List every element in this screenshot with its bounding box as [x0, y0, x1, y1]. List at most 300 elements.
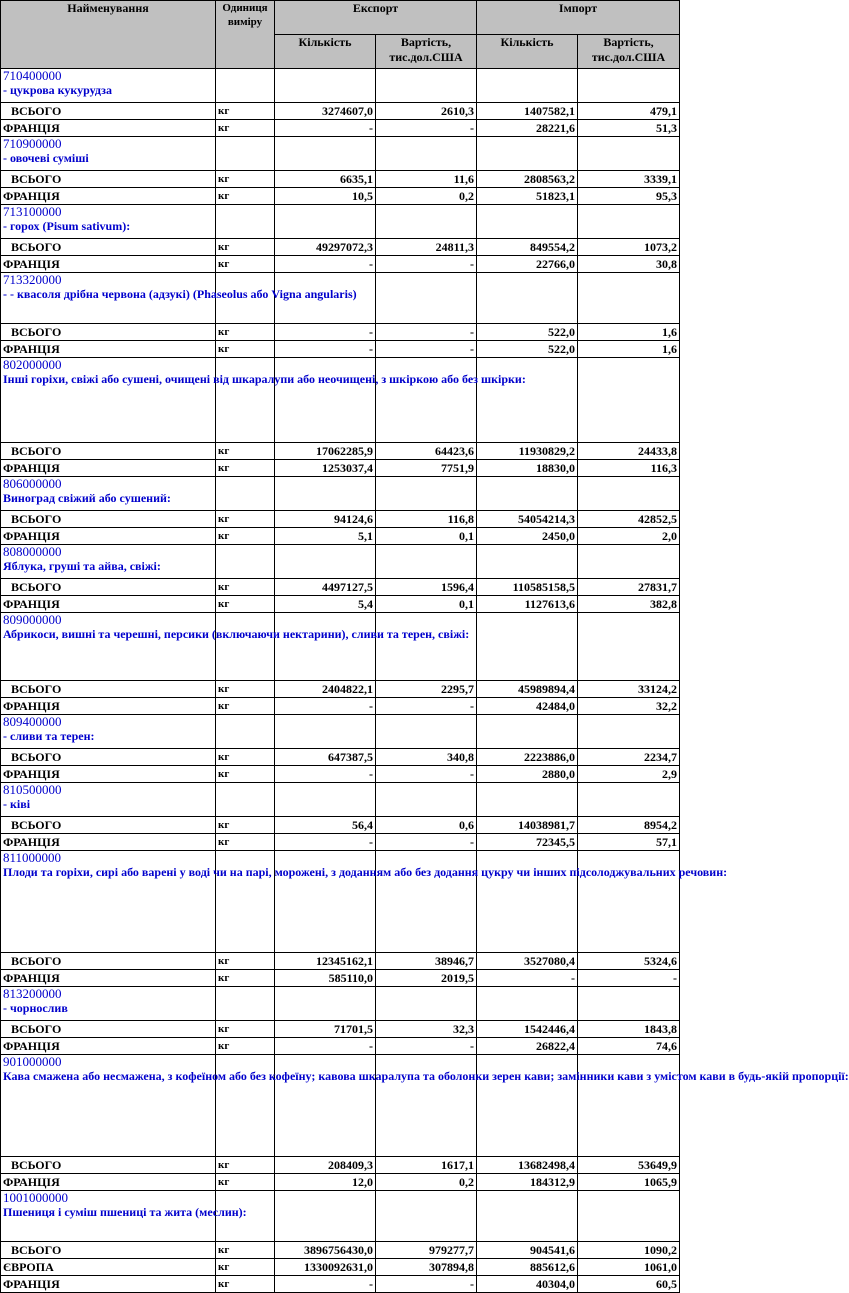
- total-label: ВСЬОГО: [1, 103, 216, 120]
- country-label: ФРАНЦІЯ: [1, 1038, 216, 1055]
- country-label: ФРАНЦІЯ: [1, 766, 216, 783]
- table-row: [1, 1038, 680, 1055]
- product-code: 810500000: [3, 782, 62, 797]
- import-value-cell: 1073,2: [578, 239, 680, 256]
- empty-cell: [578, 1191, 680, 1242]
- group-title-cell: [1, 1054, 849, 1157]
- table-row: [1, 324, 680, 341]
- import-value-cell: 1,6: [578, 341, 680, 358]
- export-qty-cell: -: [275, 1276, 376, 1293]
- product-code: 813200000: [3, 986, 62, 1001]
- table-row: [1, 103, 680, 120]
- product-name: Інші горіхи, свіжі або сушені, очищені від шкаралупи або неочищені, з шкіркою або без шкірки:: [3, 372, 526, 386]
- unit-cell: кг: [216, 698, 275, 715]
- group-title-cell: [1, 137, 216, 171]
- import-value-cell: 24433,8: [578, 443, 680, 460]
- export-qty-cell: 208409,3: [275, 1157, 376, 1174]
- unit-cell: кг: [216, 817, 275, 834]
- empty-cell: [578, 273, 680, 324]
- table-row: [1, 766, 680, 783]
- import-qty-cell: 522,0: [477, 324, 578, 341]
- country-label: ФРАНЦІЯ: [1, 528, 216, 545]
- country-label: ЄВРОПА: [1, 1259, 216, 1276]
- unit-cell: кг: [216, 1157, 275, 1174]
- import-value-cell: 1843,8: [578, 1021, 680, 1038]
- import-qty-cell: 2450,0: [477, 528, 578, 545]
- import-qty-cell: 28221,6: [477, 120, 578, 137]
- table-row: [1, 511, 680, 528]
- group-title-cell: [1, 715, 216, 749]
- unit-cell: кг: [216, 1259, 275, 1276]
- export-value-cell: 2610,3: [376, 103, 477, 120]
- export-qty-cell: 12345162,1: [275, 953, 376, 970]
- import-value-cell: 1061,0: [578, 1259, 680, 1276]
- product-code: 808000000: [3, 544, 62, 559]
- empty-cell: [376, 477, 477, 511]
- export-qty-cell: 3274607,0: [275, 103, 376, 120]
- unit-cell: кг: [216, 120, 275, 137]
- unit-cell: кг: [216, 1276, 275, 1293]
- country-label: ФРАНЦІЯ: [1, 188, 216, 205]
- empty-cell: [275, 545, 376, 579]
- export-qty-cell: 5,1: [275, 528, 376, 545]
- export-value-cell: -: [376, 766, 477, 783]
- export-value-cell: 0,2: [376, 188, 477, 205]
- product-code: 713320000: [3, 272, 62, 287]
- country-label: ФРАНЦІЯ: [1, 120, 216, 137]
- export-qty-cell: 5,4: [275, 596, 376, 613]
- import-value-cell: 27831,7: [578, 579, 680, 596]
- group-title-cell: [1, 783, 216, 817]
- export-value-cell: -: [376, 698, 477, 715]
- export-value-cell: 24811,3: [376, 239, 477, 256]
- export-value-cell: 0,1: [376, 596, 477, 613]
- export-qty-cell: 12,0: [275, 1174, 376, 1191]
- group-title-row: [1, 987, 680, 1021]
- empty-cell: [275, 358, 376, 443]
- product-code: 809400000: [3, 714, 62, 729]
- product-name: - овочеві суміші: [3, 151, 89, 165]
- import-value-cell: 3339,1: [578, 171, 680, 188]
- country-label: ФРАНЦІЯ: [1, 834, 216, 851]
- header-export-value: Вартість, тис.дол.США: [376, 35, 477, 69]
- group-title-row: [1, 1191, 680, 1242]
- table-row: [1, 1259, 680, 1276]
- export-value-cell: 38946,7: [376, 953, 477, 970]
- unit-cell: кг: [216, 1038, 275, 1055]
- total-label: ВСЬОГО: [1, 171, 216, 188]
- export-qty-cell: 94124,6: [275, 511, 376, 528]
- country-label: ФРАНЦІЯ: [1, 1174, 216, 1191]
- import-qty-cell: 184312,9: [477, 1174, 578, 1191]
- import-value-cell: 8954,2: [578, 817, 680, 834]
- import-value-cell: 30,8: [578, 256, 680, 273]
- empty-cell: [216, 205, 275, 239]
- empty-cell: [376, 783, 477, 817]
- import-qty-cell: 18830,0: [477, 460, 578, 477]
- import-qty-cell: 1407582,1: [477, 103, 578, 120]
- product-code: 811000000: [3, 850, 62, 865]
- export-qty-cell: 10,5: [275, 188, 376, 205]
- empty-cell: [477, 545, 578, 579]
- import-qty-cell: -: [477, 970, 578, 987]
- product-code: 806000000: [3, 476, 62, 491]
- import-value-cell: 2,9: [578, 766, 680, 783]
- empty-cell: [578, 205, 680, 239]
- unit-cell: кг: [216, 596, 275, 613]
- import-qty-cell: 54054214,3: [477, 511, 578, 528]
- empty-cell: [216, 137, 275, 171]
- total-label: ВСЬОГО: [1, 817, 216, 834]
- empty-cell: [376, 273, 477, 324]
- group-title-row: [1, 358, 680, 443]
- group-title-cell: [1, 272, 357, 324]
- product-name: Виноград свіжий або сушений:: [3, 491, 171, 505]
- table-row: [1, 171, 680, 188]
- export-qty-cell: -: [275, 834, 376, 851]
- total-label: ВСЬОГО: [1, 681, 216, 698]
- empty-cell: [275, 69, 376, 103]
- empty-cell: [376, 545, 477, 579]
- import-value-cell: 51,3: [578, 120, 680, 137]
- import-qty-cell: 3527080,4: [477, 953, 578, 970]
- table-row: [1, 1021, 680, 1038]
- import-value-cell: 33124,2: [578, 681, 680, 698]
- export-qty-cell: 71701,5: [275, 1021, 376, 1038]
- unit-cell: кг: [216, 256, 275, 273]
- table-row: [1, 1174, 680, 1191]
- group-title-row: [1, 1055, 680, 1157]
- import-value-cell: 32,2: [578, 698, 680, 715]
- country-label: ФРАНЦІЯ: [1, 1276, 216, 1293]
- header-export-qty: Кількість: [275, 35, 376, 69]
- export-qty-cell: -: [275, 698, 376, 715]
- export-value-cell: 0,1: [376, 528, 477, 545]
- export-value-cell: 116,8: [376, 511, 477, 528]
- table-row: [1, 341, 680, 358]
- empty-cell: [578, 715, 680, 749]
- group-title-row: [1, 783, 680, 817]
- group-title-row: [1, 137, 680, 171]
- empty-cell: [477, 358, 578, 443]
- empty-cell: [216, 783, 275, 817]
- unit-cell: кг: [216, 579, 275, 596]
- import-qty-cell: 2880,0: [477, 766, 578, 783]
- empty-cell: [275, 137, 376, 171]
- import-value-cell: 5324,6: [578, 953, 680, 970]
- unit-cell: кг: [216, 171, 275, 188]
- group-title-row: [1, 477, 680, 511]
- unit-cell: кг: [216, 1174, 275, 1191]
- table-row: [1, 120, 680, 137]
- empty-cell: [477, 69, 578, 103]
- total-label: ВСЬОГО: [1, 511, 216, 528]
- group-title-cell: [1, 357, 526, 443]
- export-value-cell: -: [376, 324, 477, 341]
- product-name: Плоди та горіхи, сирі або варені у воді чи на парі, морожені, з доданням або без додання цукру чи інших підсолоджувальних речовин:: [3, 865, 728, 879]
- empty-cell: [376, 1191, 477, 1242]
- product-code: 710400000: [3, 68, 62, 83]
- import-value-cell: 42852,5: [578, 511, 680, 528]
- empty-cell: [376, 137, 477, 171]
- group-title-row: [1, 545, 680, 579]
- export-value-cell: 32,3: [376, 1021, 477, 1038]
- export-qty-cell: -: [275, 766, 376, 783]
- country-label: ФРАНЦІЯ: [1, 970, 216, 987]
- empty-cell: [216, 987, 275, 1021]
- product-name: - сливи та терен:: [3, 729, 95, 743]
- table-row: [1, 970, 680, 987]
- product-code: 1001000000: [3, 1190, 68, 1205]
- product-name: Кава смажена або несмажена, з кофеїном або без кофеїну; кавова шкаралупа та оболонки зерен кави; замінники кави з умістом кави в будь-якій пропорції:: [3, 1069, 849, 1083]
- empty-cell: [216, 613, 275, 681]
- export-qty-cell: 49297072,3: [275, 239, 376, 256]
- import-qty-cell: 885612,6: [477, 1259, 578, 1276]
- unit-cell: кг: [216, 681, 275, 698]
- empty-cell: [216, 715, 275, 749]
- unit-cell: кг: [216, 460, 275, 477]
- product-code: 802000000: [3, 357, 62, 372]
- export-qty-cell: 647387,5: [275, 749, 376, 766]
- empty-cell: [477, 273, 578, 324]
- empty-cell: [477, 137, 578, 171]
- import-qty-cell: 11930829,2: [477, 443, 578, 460]
- import-value-cell: 1,6: [578, 324, 680, 341]
- empty-cell: [578, 545, 680, 579]
- unit-cell: кг: [216, 239, 275, 256]
- import-qty-cell: 40304,0: [477, 1276, 578, 1293]
- header-name: Найменування: [1, 1, 216, 69]
- unit-cell: кг: [216, 749, 275, 766]
- header-import: Імпорт: [477, 1, 680, 35]
- import-value-cell: 53649,9: [578, 1157, 680, 1174]
- total-label: ВСЬОГО: [1, 1157, 216, 1174]
- import-value-cell: 74,6: [578, 1038, 680, 1055]
- header-export: Експорт: [275, 1, 477, 35]
- empty-cell: [578, 613, 680, 681]
- table-row: [1, 834, 680, 851]
- export-qty-cell: -: [275, 1038, 376, 1055]
- unit-cell: кг: [216, 443, 275, 460]
- import-value-cell: 479,1: [578, 103, 680, 120]
- import-qty-cell: 110585158,5: [477, 579, 578, 596]
- import-value-cell: 60,5: [578, 1276, 680, 1293]
- group-title-cell: [1, 205, 216, 239]
- unit-cell: кг: [216, 1021, 275, 1038]
- empty-cell: [477, 783, 578, 817]
- unit-cell: кг: [216, 766, 275, 783]
- total-label: ВСЬОГО: [1, 1242, 216, 1259]
- import-qty-cell: 1127613,6: [477, 596, 578, 613]
- table-row: [1, 460, 680, 477]
- export-value-cell: 0,6: [376, 817, 477, 834]
- unit-cell: кг: [216, 1242, 275, 1259]
- export-value-cell: 2295,7: [376, 681, 477, 698]
- header-import-value: Вартість, тис.дол.США: [578, 35, 680, 69]
- import-qty-cell: 2808563,2: [477, 171, 578, 188]
- group-title-cell: [1, 477, 216, 511]
- import-qty-cell: 13682498,4: [477, 1157, 578, 1174]
- group-title-row: [1, 851, 680, 953]
- export-qty-cell: 1253037,4: [275, 460, 376, 477]
- table-row: [1, 188, 680, 205]
- import-qty-cell: 849554,2: [477, 239, 578, 256]
- total-label: ВСЬОГО: [1, 443, 216, 460]
- empty-cell: [216, 69, 275, 103]
- product-name: - горох (Pisum sativum):: [3, 219, 131, 233]
- import-value-cell: 2234,7: [578, 749, 680, 766]
- unit-cell: кг: [216, 324, 275, 341]
- group-title-row: [1, 273, 680, 324]
- empty-cell: [275, 987, 376, 1021]
- export-qty-cell: 6635,1: [275, 171, 376, 188]
- export-value-cell: -: [376, 834, 477, 851]
- country-label: ФРАНЦІЯ: [1, 460, 216, 477]
- group-title-cell: [1, 987, 216, 1021]
- table-row: [1, 698, 680, 715]
- country-label: ФРАНЦІЯ: [1, 256, 216, 273]
- export-value-cell: 2019,5: [376, 970, 477, 987]
- table-row: [1, 749, 680, 766]
- unit-cell: кг: [216, 103, 275, 120]
- country-label: ФРАНЦІЯ: [1, 341, 216, 358]
- unit-cell: кг: [216, 511, 275, 528]
- total-label: ВСЬОГО: [1, 239, 216, 256]
- table-row: [1, 681, 680, 698]
- empty-cell: [376, 613, 477, 681]
- export-value-cell: -: [376, 341, 477, 358]
- country-label: ФРАНЦІЯ: [1, 596, 216, 613]
- import-qty-cell: 45989894,4: [477, 681, 578, 698]
- product-name: - чорнослив: [3, 1001, 68, 1015]
- import-qty-cell: 51823,1: [477, 188, 578, 205]
- product-name: - ківі: [3, 797, 31, 811]
- empty-cell: [477, 987, 578, 1021]
- export-value-cell: 1596,4: [376, 579, 477, 596]
- export-qty-cell: 2404822,1: [275, 681, 376, 698]
- product-name: - цукрова кукурудза: [3, 83, 112, 97]
- import-qty-cell: 1542446,4: [477, 1021, 578, 1038]
- export-qty-cell: -: [275, 341, 376, 358]
- empty-cell: [376, 715, 477, 749]
- export-value-cell: -: [376, 1276, 477, 1293]
- import-value-cell: 116,3: [578, 460, 680, 477]
- import-value-cell: 382,8: [578, 596, 680, 613]
- empty-cell: [578, 987, 680, 1021]
- empty-cell: [275, 715, 376, 749]
- import-qty-cell: 42484,0: [477, 698, 578, 715]
- group-title-row: [1, 613, 680, 681]
- import-qty-cell: 72345,5: [477, 834, 578, 851]
- table-body: [1, 68, 849, 1293]
- import-value-cell: 95,3: [578, 188, 680, 205]
- total-label: ВСЬОГО: [1, 1021, 216, 1038]
- export-qty-cell: 56,4: [275, 817, 376, 834]
- import-qty-cell: 22766,0: [477, 256, 578, 273]
- product-code: 713100000: [3, 204, 62, 219]
- unit-cell: кг: [216, 953, 275, 970]
- import-value-cell: 1090,2: [578, 1242, 680, 1259]
- empty-cell: [578, 137, 680, 171]
- table-row: [1, 1242, 680, 1259]
- empty-cell: [477, 613, 578, 681]
- empty-cell: [216, 477, 275, 511]
- import-value-cell: 57,1: [578, 834, 680, 851]
- export-qty-cell: 17062285,9: [275, 443, 376, 460]
- empty-cell: [376, 69, 477, 103]
- empty-cell: [275, 477, 376, 511]
- unit-cell: кг: [216, 970, 275, 987]
- empty-cell: [376, 987, 477, 1021]
- export-qty-cell: 585110,0: [275, 970, 376, 987]
- product-code: 901000000: [3, 1054, 62, 1069]
- empty-cell: [477, 477, 578, 511]
- product-code: 809000000: [3, 612, 62, 627]
- empty-cell: [477, 1191, 578, 1242]
- import-qty-cell: 14038981,7: [477, 817, 578, 834]
- product-name: Абрикоси, вишні та черешні, персики (включаючи нектарини), сливи та терен, свіжі:: [3, 627, 470, 641]
- group-title-cell: [1, 545, 216, 579]
- group-title-row: [1, 205, 680, 239]
- empty-cell: [275, 783, 376, 817]
- table-row: [1, 1276, 680, 1293]
- group-title-cell: [1, 69, 216, 103]
- export-value-cell: -: [376, 1038, 477, 1055]
- export-value-cell: 11,6: [376, 171, 477, 188]
- export-qty-cell: -: [275, 324, 376, 341]
- group-title-cell: [1, 612, 470, 681]
- unit-cell: кг: [216, 341, 275, 358]
- country-label: ФРАНЦІЯ: [1, 698, 216, 715]
- header-unit: Одиниця виміру: [216, 1, 275, 69]
- group-title-cell: [1, 850, 728, 953]
- table-row: [1, 443, 680, 460]
- unit-cell: кг: [216, 834, 275, 851]
- export-value-cell: -: [376, 256, 477, 273]
- table-row: [1, 528, 680, 545]
- product-code: 710900000: [3, 136, 62, 151]
- empty-cell: [477, 205, 578, 239]
- table-row: [1, 817, 680, 834]
- export-value-cell: 340,8: [376, 749, 477, 766]
- export-value-cell: 7751,9: [376, 460, 477, 477]
- empty-cell: [477, 715, 578, 749]
- export-qty-cell: 3896756430,0: [275, 1242, 376, 1259]
- product-name: Яблука, груші та айва, свіжі:: [3, 559, 161, 573]
- table-row: [1, 579, 680, 596]
- empty-cell: [216, 358, 275, 443]
- export-value-cell: 0,2: [376, 1174, 477, 1191]
- empty-cell: [216, 545, 275, 579]
- empty-cell: [376, 205, 477, 239]
- export-value-cell: 979277,7: [376, 1242, 477, 1259]
- empty-cell: [376, 358, 477, 443]
- export-value-cell: 307894,8: [376, 1259, 477, 1276]
- empty-cell: [275, 1191, 376, 1242]
- empty-cell: [578, 69, 680, 103]
- import-qty-cell: 2223886,0: [477, 749, 578, 766]
- table-row: [1, 1157, 680, 1174]
- table-row: [1, 239, 680, 256]
- product-name: - - квасоля дрібна червона (адзукі) (Phaseolus або Vigna angularis): [3, 287, 357, 301]
- group-title-cell: [1, 1190, 247, 1242]
- unit-cell: кг: [216, 188, 275, 205]
- empty-cell: [578, 783, 680, 817]
- total-label: ВСЬОГО: [1, 579, 216, 596]
- unit-cell: кг: [216, 528, 275, 545]
- group-title-row: [1, 69, 680, 103]
- product-name: Пшениця і суміш пшениці та жита (меслин):: [3, 1205, 247, 1219]
